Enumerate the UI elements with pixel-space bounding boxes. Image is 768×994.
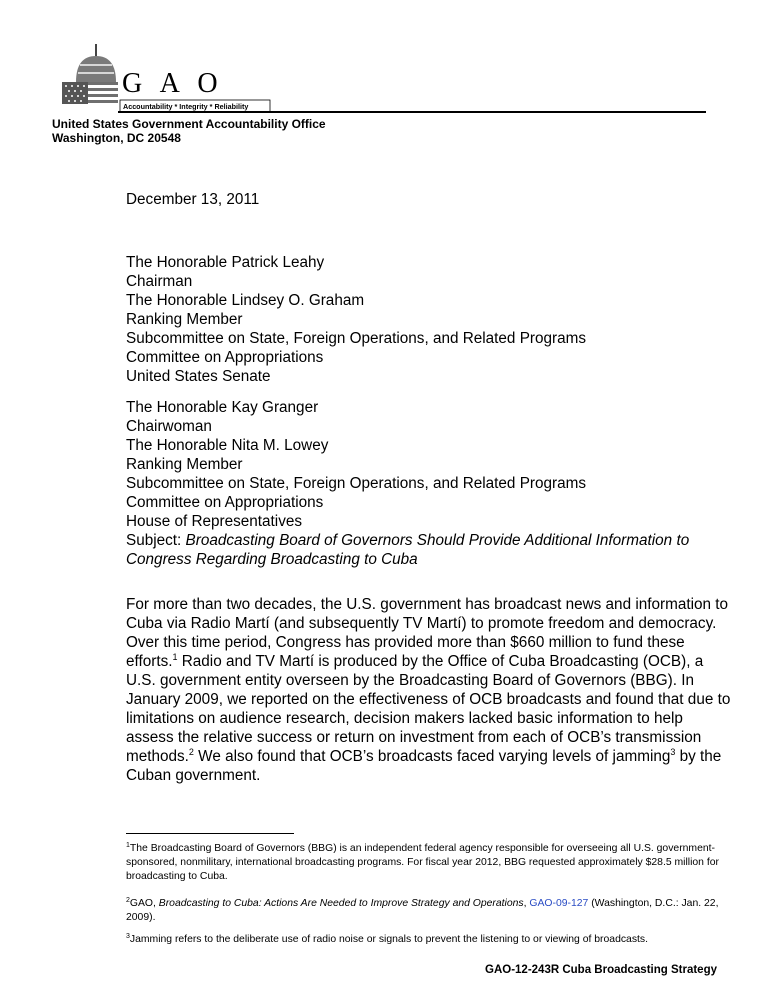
org-block [52, 117, 326, 145]
addressee-line: The Honorable Kay Granger [126, 399, 319, 416]
addressee-line: United States Senate [126, 368, 271, 385]
footnote-ref: 1 [172, 652, 178, 662]
addressee-line: Committee on Appropriations [126, 494, 324, 511]
addressee-block-house [126, 398, 726, 531]
logo-letters: G A O [122, 68, 224, 99]
addressee-line: House of Representatives [126, 513, 303, 530]
footnote-2 [126, 897, 726, 925]
footnote-text: Jamming refers to the deliberate use of radio noise or signals to prevent the listening to or viewing of broadcasts. [129, 934, 648, 945]
org-name: United States Government Accountability Office [52, 117, 326, 131]
footnote-separator [126, 833, 294, 834]
addressee-line: Subcommittee on State, Foreign Operations, and Related Programs [126, 475, 586, 492]
footnote-ref: 2 [188, 747, 194, 757]
footnote-text: , [523, 898, 530, 909]
addressee-line: Committee on Appropriations [126, 349, 324, 366]
gao-logo [62, 42, 272, 114]
paragraph-text: We also found that OCB’s broadcasts faced varying levels of jamming [193, 748, 671, 765]
report-link[interactable]: GAO-09-127 [529, 898, 589, 909]
footnote-1 [126, 842, 726, 884]
footnote-mark: 3 [126, 933, 130, 940]
footnote-3 [126, 933, 726, 947]
paragraph-text: For more than two decades, the U.S. government has broadcast news and information to Cuba via Radio Martí (and subsequently TV Martí) to promote freedom and democracy. Over this time period, Congress has provided more than $660 million to fund these efforts. [126, 596, 729, 670]
footnote-text: GAO, [129, 898, 159, 909]
body-paragraph [126, 595, 732, 785]
footnote-text: The Broadcasting Board of Governors (BBG) is an independent federal agency responsible for overseeing all U.S. government-sponsored, nonmilitary, international broadcasting programs. For fiscal year 2012, BBG requested approximately $28.5 million for broadcasting to Cuba. [126, 843, 719, 882]
addressee-line: The Honorable Patrick Leahy [126, 254, 325, 271]
subject-title: Broadcasting Board of Governors Should Provide Additional Information to Congress Regarding Broadcasting to Cuba [126, 532, 690, 568]
footnote-mark: 2 [126, 897, 130, 904]
footnote-ref: 3 [670, 747, 676, 757]
addressee-line: Ranking Member [126, 456, 243, 473]
addressee-line: Subcommittee on State, Foreign Operations, and Related Programs [126, 330, 586, 347]
subject-label: Subject: [126, 532, 186, 549]
addressee-line: Chairwoman [126, 418, 212, 435]
header-rule [118, 111, 706, 113]
addressee-line: The Honorable Nita M. Lowey [126, 437, 329, 454]
addressee-block-senate [126, 253, 726, 386]
footnote-mark: 1 [126, 842, 130, 849]
logo-tagline: Accountability * Integrity * Reliability [123, 102, 249, 111]
footer-report-id: GAO-12-243R Cuba Broadcasting Strategy [485, 964, 717, 976]
paragraph-text: Radio and TV Martí is produced by the Office of Cuba Broadcasting (OCB), a U.S. government entity overseen by the Broadcasting Board of Governors (BBG). In January 2009, we reported on the effectiveness of OCB broadcasts and found that due to limitations on audience research, decision makers lacked basic information to help assess the relative success or return on investment from each of OCB’s transmission methods. [126, 653, 731, 765]
addressee-line: Ranking Member [126, 311, 243, 328]
footnote-report-title: Broadcasting to Cuba: Actions Are Needed to Improve Strategy and Operations [158, 898, 524, 909]
addressee-line: The Honorable Lindsey O. Graham [126, 292, 365, 309]
paragraph-text: by the Cuban government. [126, 748, 722, 784]
footnote-text: (Washington, D.C.: Jan. 22, 2009). [126, 898, 719, 923]
addressee-line: Chairman [126, 273, 193, 290]
org-address: Washington, DC 20548 [52, 131, 181, 145]
subject-line [126, 531, 726, 569]
letter-date: December 13, 2011 [126, 191, 260, 208]
